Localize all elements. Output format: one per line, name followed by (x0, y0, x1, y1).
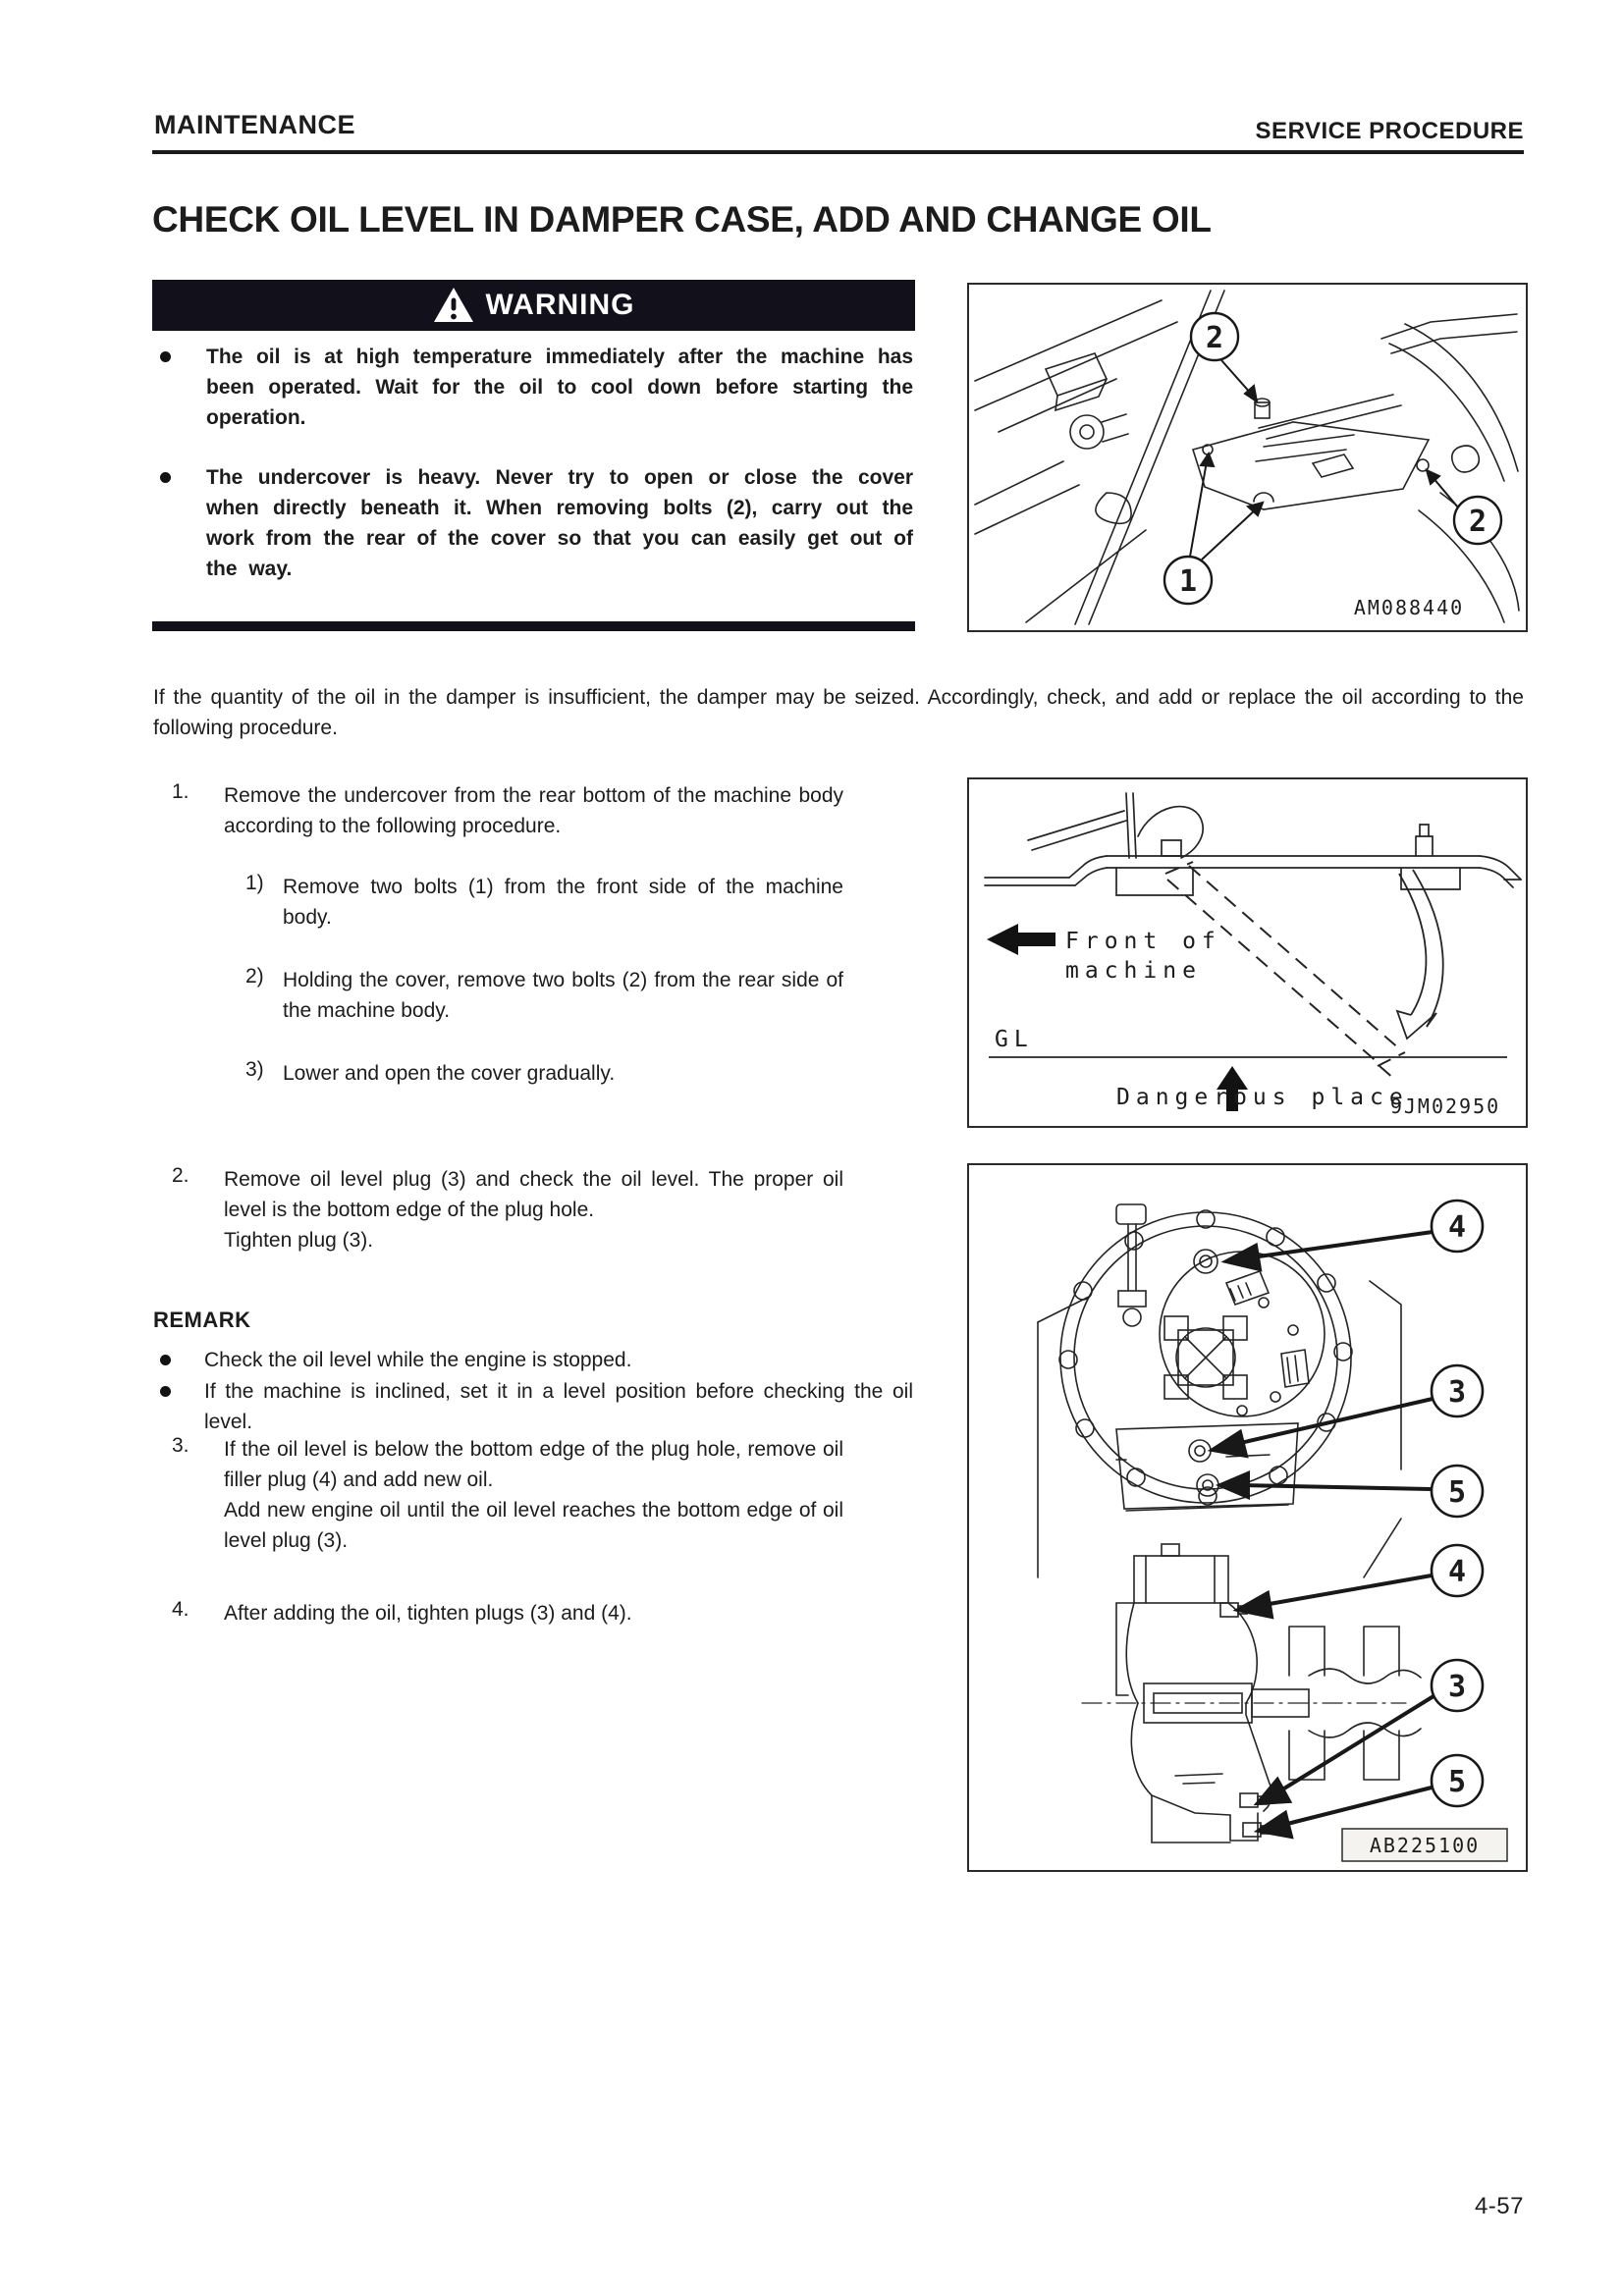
warning-bullet (152, 342, 915, 433)
callout-3: 3 (1447, 1670, 1467, 1704)
callout-2: 2 (1468, 505, 1488, 539)
remark-bullet (152, 1345, 915, 1375)
step-1-sub-2 (152, 965, 918, 1026)
warning-bullet-text: The oil is at high temperature immediately after the machine has been operated. Wait for the oil to cool down before starting the operation. (206, 346, 913, 429)
warning-bullet (152, 462, 915, 584)
header-rule (152, 150, 1524, 154)
step-2 (152, 1164, 918, 1255)
callout-2: 2 (1205, 321, 1224, 355)
callout-1: 1 (1178, 564, 1198, 599)
header-section-right: SERVICE PROCEDURE (1255, 118, 1524, 144)
bullet-icon (160, 1386, 171, 1397)
remark-bullet (152, 1376, 915, 1437)
page-number: 4-57 (1474, 2193, 1524, 2219)
remark-bullet-text: Check the oil level while the engine is stopped. (204, 1349, 632, 1371)
front-direction-arrow-icon (987, 924, 1055, 955)
warning-bullet-text: The undercover is heavy. Never try to open or close the cover when directly beneath it. When removing bolts (2), carry out the work from the rear of the cover so that you can easily get out of the way. (206, 466, 913, 580)
substep-number: 2) (245, 965, 264, 988)
step-number: 3. (172, 1434, 189, 1457)
substep-text: Remove two bolts (1) from the front side of the machine body. (283, 876, 843, 929)
step-1-sub-3 (152, 1058, 918, 1089)
step-1-sub-1 (152, 872, 918, 933)
substep-text: Holding the cover, remove two bolts (2) from the rear side of the machine body. (283, 969, 843, 1022)
figure-undercover-bolts (967, 283, 1528, 632)
warning-label: WARNING (485, 289, 635, 321)
step-text: If the oil level is below the bottom edge of the plug hole, remove oil filler plug (4) and add new oil. (224, 1438, 843, 1491)
front-of-machine-label-line1: Front of (1065, 929, 1221, 954)
step-number: 1. (172, 780, 189, 803)
step-text: Remove oil level plug (3) and check the oil level. The proper oil level is the bottom edge of the plug hole. (224, 1168, 843, 1221)
callout-3: 3 (1447, 1375, 1467, 1410)
undercover-bolts-drawing (969, 285, 1522, 626)
dangerous-place-label: Dangerous place (1116, 1085, 1409, 1110)
figure-code: AB225100 (1369, 1834, 1481, 1857)
callout-5: 5 (1447, 1765, 1467, 1799)
remark-heading: REMARK (153, 1308, 251, 1332)
figure-code: 9JM02950 (1389, 1095, 1501, 1118)
warning-header-bar (152, 280, 915, 331)
cover-opening-drawing (969, 779, 1522, 1122)
substep-number: 3) (245, 1058, 264, 1081)
substep-number: 1) (245, 872, 264, 894)
callout-4: 4 (1447, 1555, 1467, 1589)
figure-damper-case-plugs (967, 1163, 1528, 1872)
page-title: CHECK OIL LEVEL IN DAMPER CASE, ADD AND CHANGE OIL (152, 199, 1212, 240)
front-of-machine-label-line2: machine (1065, 958, 1202, 984)
bullet-icon (160, 351, 171, 362)
intro-paragraph: If the quantity of the oil in the damper is insufficient, the damper may be seized. Accordingly, check, and add or replace the oil according to the following procedure. (153, 686, 1524, 739)
bullet-icon (160, 1355, 171, 1365)
damper-case-drawing (969, 1165, 1522, 1866)
figure-code: AM088440 (1353, 596, 1465, 619)
header-section-left: MAINTENANCE (154, 110, 355, 139)
bullet-icon (160, 472, 171, 483)
step-text: After adding the oil, tighten plugs (3) and (4). (224, 1602, 632, 1625)
remark-bullet-text: If the machine is inclined, set it in a level position before checking the oil level. (204, 1380, 913, 1433)
step-number: 4. (172, 1598, 189, 1621)
step-text: Remove the undercover from the rear bottom of the machine body according to the following procedure. (224, 784, 843, 837)
step-3 (152, 1434, 918, 1556)
step-1 (152, 780, 918, 841)
figure-cover-opening-diagram (967, 777, 1528, 1128)
warning-triangle-icon (433, 287, 474, 324)
step-text: Add new engine oil until the oil level reaches the bottom edge of oil level plug (3). (224, 1499, 843, 1552)
step-number: 2. (172, 1164, 189, 1187)
callout-4: 4 (1447, 1210, 1467, 1245)
warning-bottom-rule (152, 621, 915, 631)
ground-line-label: GL (995, 1027, 1034, 1052)
step-text: Tighten plug (3). (224, 1229, 374, 1252)
callout-5: 5 (1447, 1475, 1467, 1510)
step-4 (152, 1598, 918, 1629)
substep-text: Lower and open the cover gradually. (283, 1062, 616, 1085)
